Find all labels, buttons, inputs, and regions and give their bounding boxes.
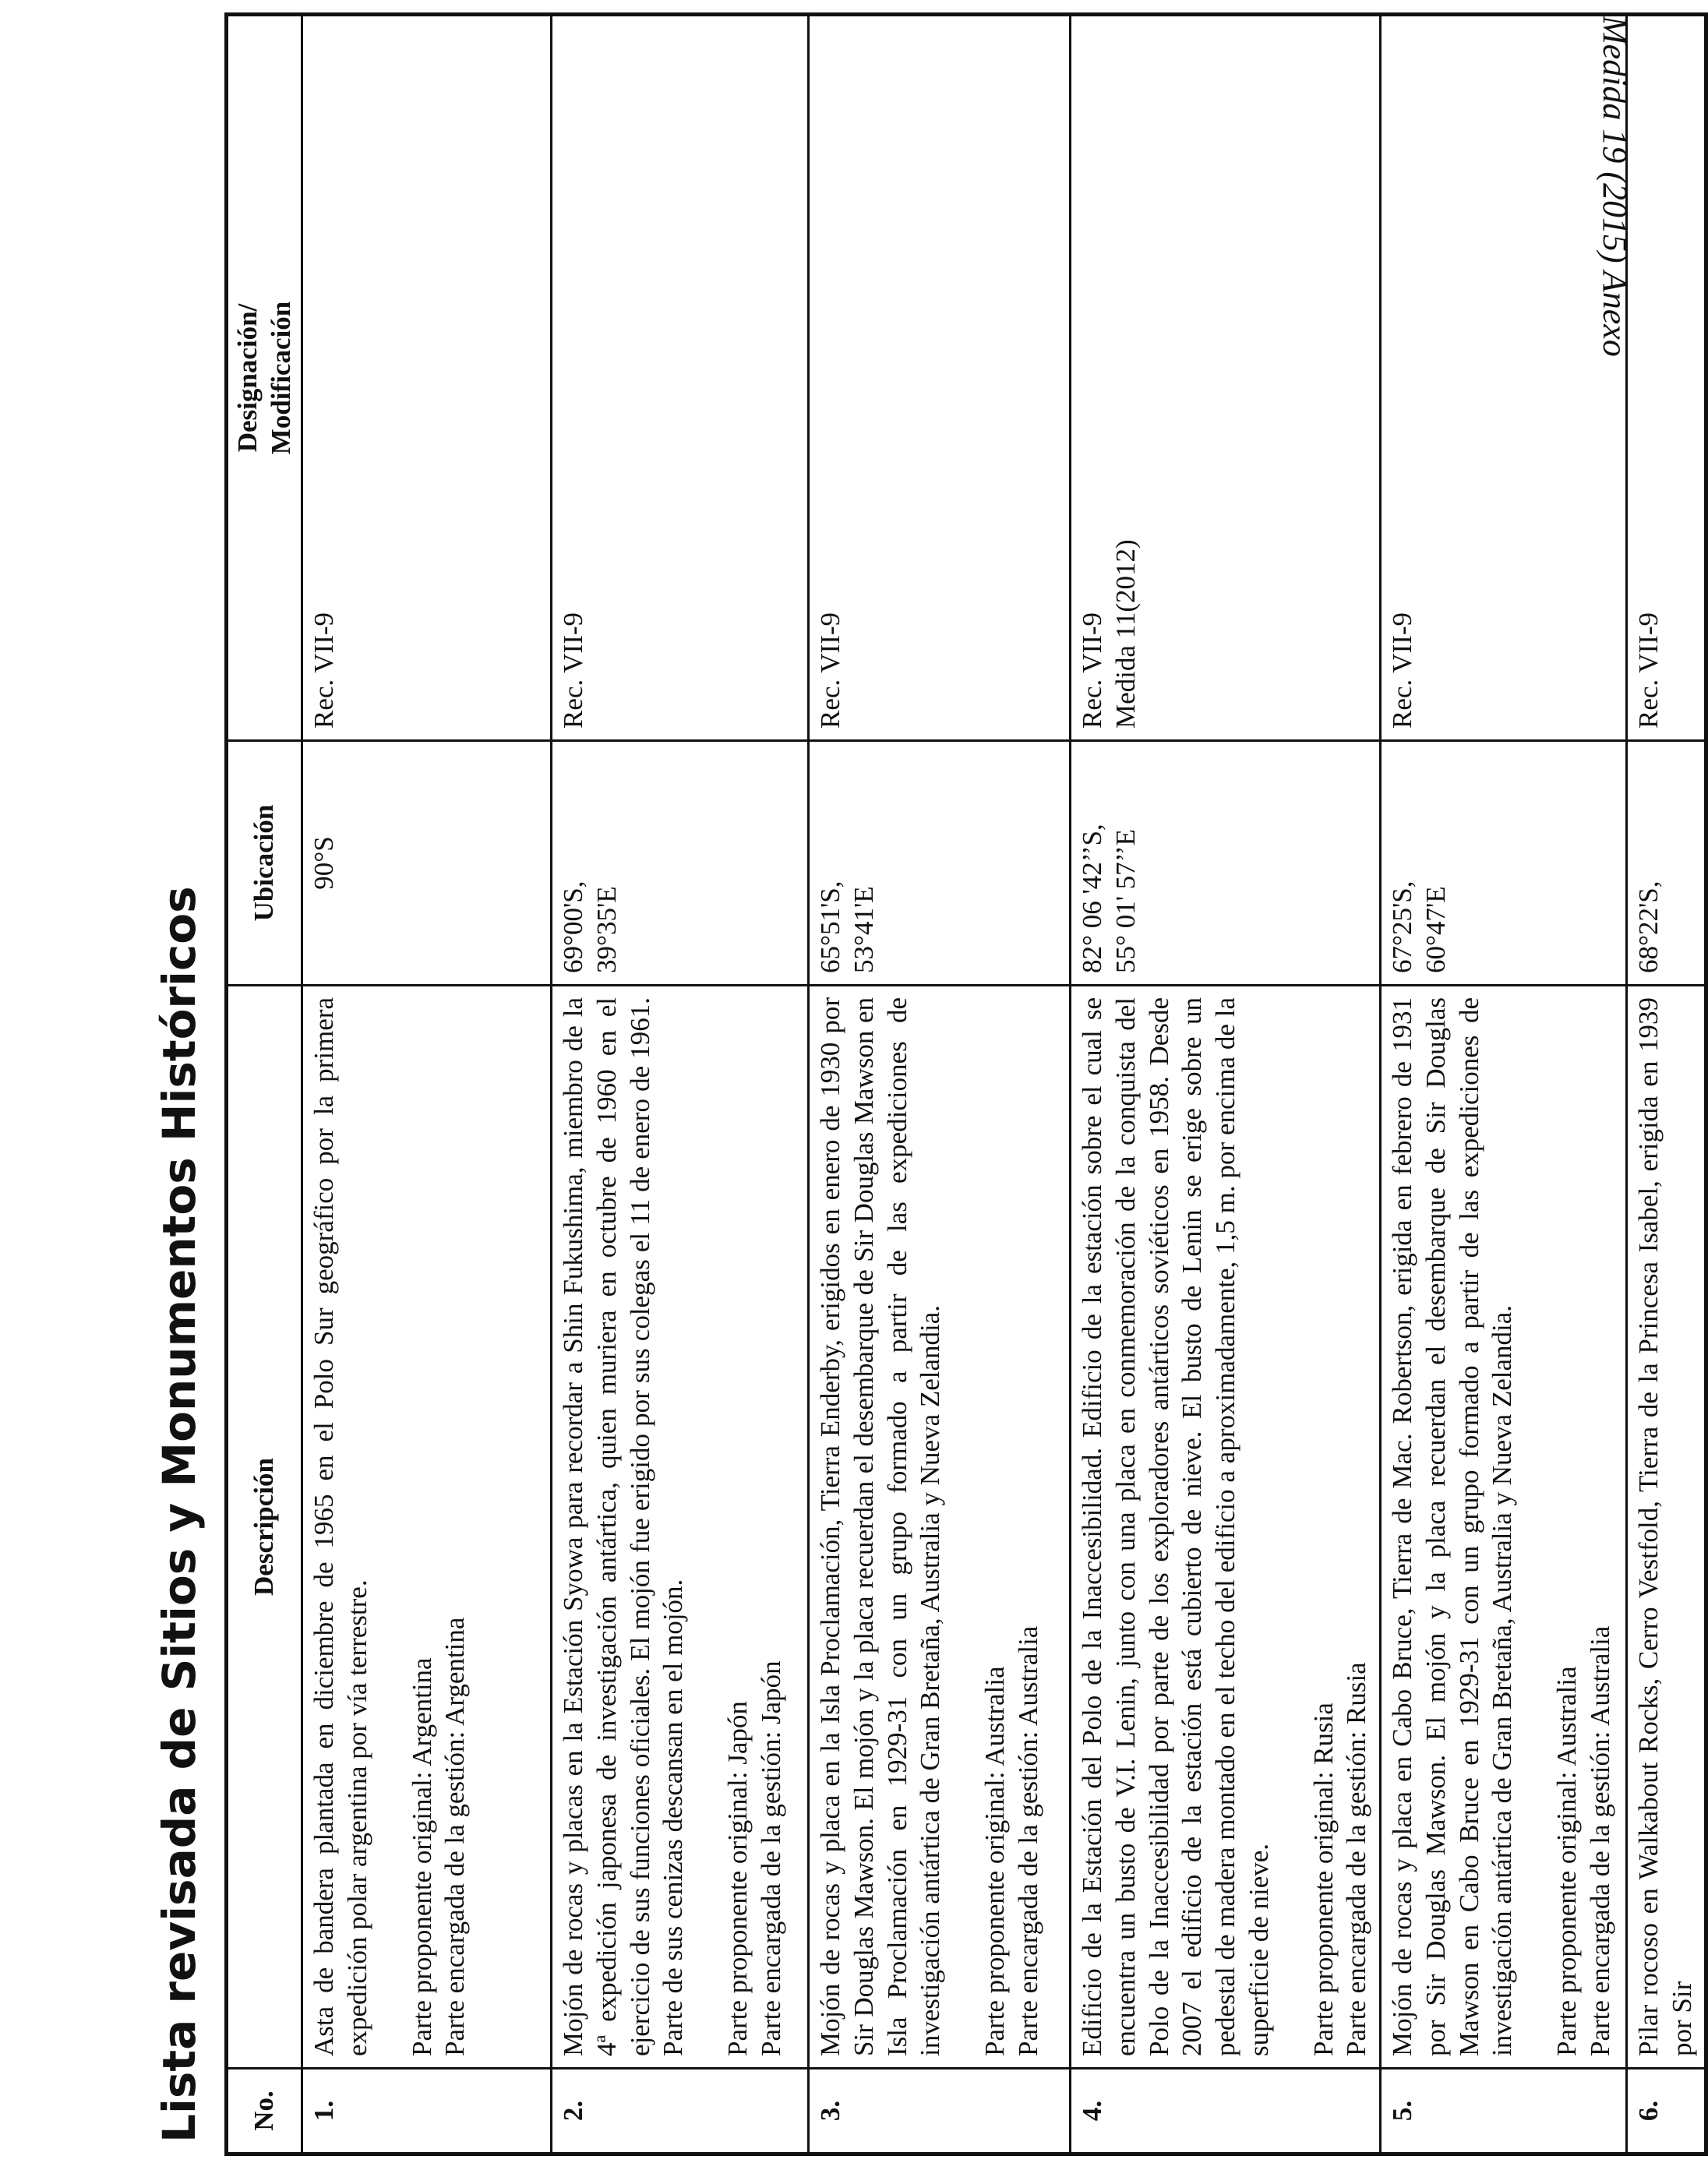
table-row bbox=[302, 15, 552, 2154]
description-text: Mojón de rocas y placas en la Estación Syowa para recordar a Shin Fukushima, miembro de la 4ª expedición japonesa de investigación antártica, quien muriera en octubre de 1960 en el ejercicio de sus funciones oficiales. El mojón fue erigido por sus colegas el 11 de enero de 1961. Parte de sus cenizas descansan en el mojón. bbox=[558, 997, 689, 2056]
row-designation bbox=[1627, 15, 1706, 741]
row-description bbox=[552, 986, 809, 2069]
table-row bbox=[552, 15, 809, 2154]
row-designation bbox=[809, 15, 1071, 741]
location-line: 65°51'S, bbox=[815, 880, 846, 973]
proponent-text: Parte proponente original: Argentina bbox=[406, 1657, 437, 2056]
row-designation bbox=[1071, 15, 1381, 741]
location-line: 68°22'S, bbox=[1633, 880, 1664, 973]
row-number: 4. bbox=[1071, 2069, 1381, 2154]
designation-line: Rec. VII-9 bbox=[309, 612, 340, 729]
sites-table bbox=[224, 12, 1708, 2156]
row-number: 6. bbox=[1627, 2069, 1706, 2154]
designation-line: Rec. VII-9 bbox=[1077, 612, 1108, 729]
row-description bbox=[1071, 986, 1381, 2069]
location-line: 39°35'E bbox=[591, 886, 623, 973]
description-text: Mojón de rocas y placa en Cabo Bruce, Tierra de Mac. Robertson, erigida en febrero de 1931 por Sir Douglas Mawson. El mojón y la placa recuerdan el desembarque de Sir Douglas Mawson en Cabo Bruce en 1929-31 con un grupo formado a partir de las expediciones de investigación antártica de Gran Bretaña, Australia y Nueva Zelandia. bbox=[1387, 997, 1518, 2056]
table-row bbox=[1071, 15, 1381, 2154]
row-location bbox=[302, 741, 552, 986]
row-number: 2. bbox=[552, 2069, 809, 2154]
location-line: 69°00'S, bbox=[558, 880, 589, 973]
page-title: Lista revisada de Sitios y Monumentos Históricos bbox=[153, 886, 206, 2143]
row-location bbox=[1627, 741, 1706, 986]
location-line: 55° 01' 57’’E bbox=[1110, 829, 1142, 973]
designation-line: Rec. VII-9 bbox=[1633, 612, 1664, 729]
parties-block bbox=[1307, 997, 1374, 2056]
location-line: 67°25'S, bbox=[1387, 880, 1418, 973]
sites-table-container bbox=[224, 16, 1698, 2156]
manager-text: Parte encargada de la gestión: Australia bbox=[1584, 1625, 1615, 2056]
row-location bbox=[1381, 741, 1627, 986]
row-description bbox=[1381, 986, 1627, 2069]
parties-block bbox=[406, 997, 472, 2056]
row-location bbox=[552, 741, 809, 986]
manager-text: Parte encargada de la gestión: Rusia bbox=[1341, 1662, 1372, 2056]
header-num: No. bbox=[227, 2069, 302, 2154]
running-header: Medida 19 (2015) Anexo bbox=[1596, 16, 1634, 357]
manager-text: Parte encargada de la gestión: Argentina bbox=[439, 1617, 471, 2056]
row-description bbox=[809, 986, 1071, 2069]
proponent-text: Parte proponente original: Japón bbox=[722, 1701, 753, 2056]
row-description bbox=[302, 986, 552, 2069]
header-designacion-line2: Modificación bbox=[265, 301, 296, 455]
header-descripcion: Descripción bbox=[227, 986, 302, 2069]
designation-line: Medida 11(2012) bbox=[1110, 539, 1142, 729]
location-line: 90°S bbox=[309, 836, 340, 890]
table-row bbox=[809, 15, 1071, 2154]
description-text: Asta de bandera plantada en diciembre de 1965 en el Polo Sur geográfico por la primera expedición polar argentina por vía terrestre. bbox=[309, 997, 373, 2056]
proponent-text: Parte proponente original: Australia bbox=[1551, 1666, 1583, 2056]
row-number: 3. bbox=[809, 2069, 1071, 2154]
row-description bbox=[1627, 986, 1706, 2069]
header-designacion bbox=[227, 15, 302, 741]
row-number: 1. bbox=[302, 2069, 552, 2154]
description-text: Edificio de la Estación del Polo de la Inaccesibilidad. Edificio de la estación sobre el cual se encuentra un busto de V.I. Lenin, junto con una placa en conmemoración de la conquista del Polo de la Inaccesibilidad por parte de los exploradores antárticos soviéticos en 1958. Desde 2007 el edificio de la estación está cubierto de nieve. El busto de Lenin se erige sobre un pedestal de madera montado en el techo del edificio a aproximadamente, 1,5 m. por encima de la superficie de nieve. bbox=[1077, 997, 1274, 2056]
row-location bbox=[1071, 741, 1381, 986]
row-designation bbox=[302, 15, 552, 741]
manager-text: Parte encargada de la gestión: Japón bbox=[755, 1660, 786, 2056]
description-text: Pilar rocoso en Walkabout Rocks, Cerro Vestfold, Tierra de la Princesa Isabel, erigida en 1939 por Sir bbox=[1633, 997, 1698, 2056]
row-location bbox=[809, 741, 1071, 986]
table-row bbox=[1381, 15, 1627, 2154]
description-text: Mojón de rocas y placa en la Isla Proclamación, Tierra Enderby, erigidos en enero de 1930 por Sir Douglas Mawson. El mojón y la placa recuerdan el desembarque de Sir Douglas Mawson en Isla Proclamación en 1929-31 con un grupo formado a partir de las expediciones de investigación antártica de Gran Bretaña, Australia y Nueva Zelandia. bbox=[815, 997, 946, 2056]
designation-line: Rec. VII-9 bbox=[558, 612, 589, 729]
designation-line: Rec. VII-9 bbox=[815, 612, 846, 729]
location-line: 60°47'E bbox=[1420, 886, 1452, 973]
row-number: 5. bbox=[1381, 2069, 1627, 2154]
location-line: 82° 06 '42’’S, bbox=[1077, 824, 1108, 973]
table-row bbox=[1627, 15, 1706, 2154]
header-designacion-line1: Designación/ bbox=[232, 303, 263, 453]
row-designation bbox=[1381, 15, 1627, 741]
proponent-text: Parte proponente original: Rusia bbox=[1307, 1703, 1339, 2056]
designation-line: Rec. VII-9 bbox=[1387, 612, 1418, 729]
header-ubicacion: Ubicación bbox=[227, 741, 302, 986]
parties-block bbox=[1551, 997, 1617, 2056]
location-line: 53°41'E bbox=[849, 886, 880, 973]
row-designation bbox=[552, 15, 809, 741]
parties-block bbox=[979, 997, 1045, 2056]
table-header-row bbox=[227, 15, 302, 2154]
manager-text: Parte encargada de la gestión: Australia bbox=[1012, 1625, 1043, 2056]
proponent-text: Parte proponente original: Australia bbox=[979, 1666, 1011, 2056]
parties-block bbox=[722, 997, 788, 2056]
